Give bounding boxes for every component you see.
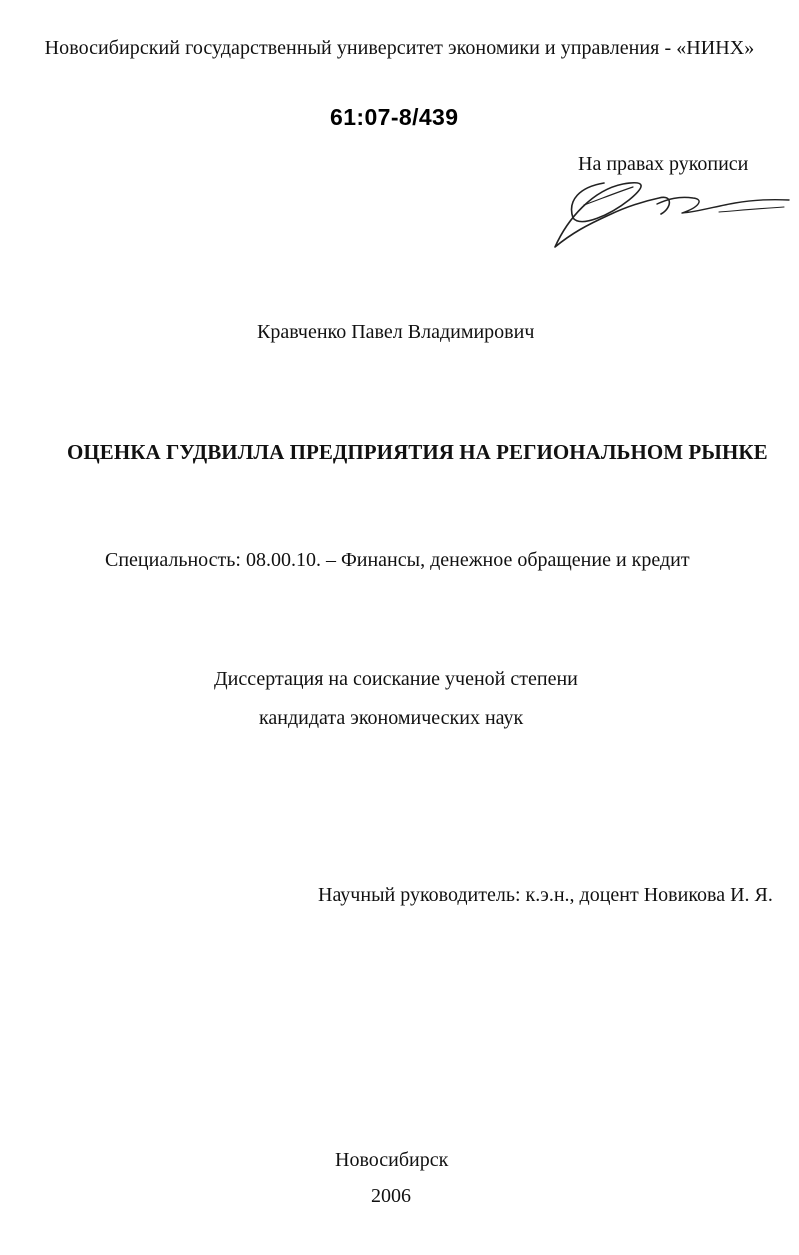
dissertation-title: ОЦЕНКА ГУДВИЛЛА ПРЕДПРИЯТИЯ НА РЕГИОНАЛЬНОМ РЫНКЕ: [67, 440, 768, 464]
city-name: Новосибирск: [335, 1149, 449, 1171]
archive-number: 61:07-8/439: [330, 104, 459, 130]
signature-icon: [545, 170, 790, 255]
signature-stroke-right: [657, 197, 789, 213]
signature-stroke-main: [555, 183, 669, 247]
author-name: Кравченко Павел Владимирович: [257, 321, 535, 343]
signature-underline: [719, 207, 784, 212]
manuscript-rights-label: На правах рукописи: [578, 153, 749, 175]
specialty-line: Специальность: 08.00.10. – Финансы, денежное обращение и кредит: [105, 549, 690, 571]
publication-year: 2006: [371, 1185, 411, 1207]
degree-line-2: кандидата экономических наук: [259, 707, 524, 729]
scientific-supervisor: Научный руководитель: к.э.н., доцент Новикова И. Я.: [318, 884, 773, 906]
university-name: Новосибирский государственный университет экономики и управления - «НИНХ»: [44, 37, 755, 59]
degree-line-1: Диссертация на соискание ученой степени: [214, 668, 578, 690]
